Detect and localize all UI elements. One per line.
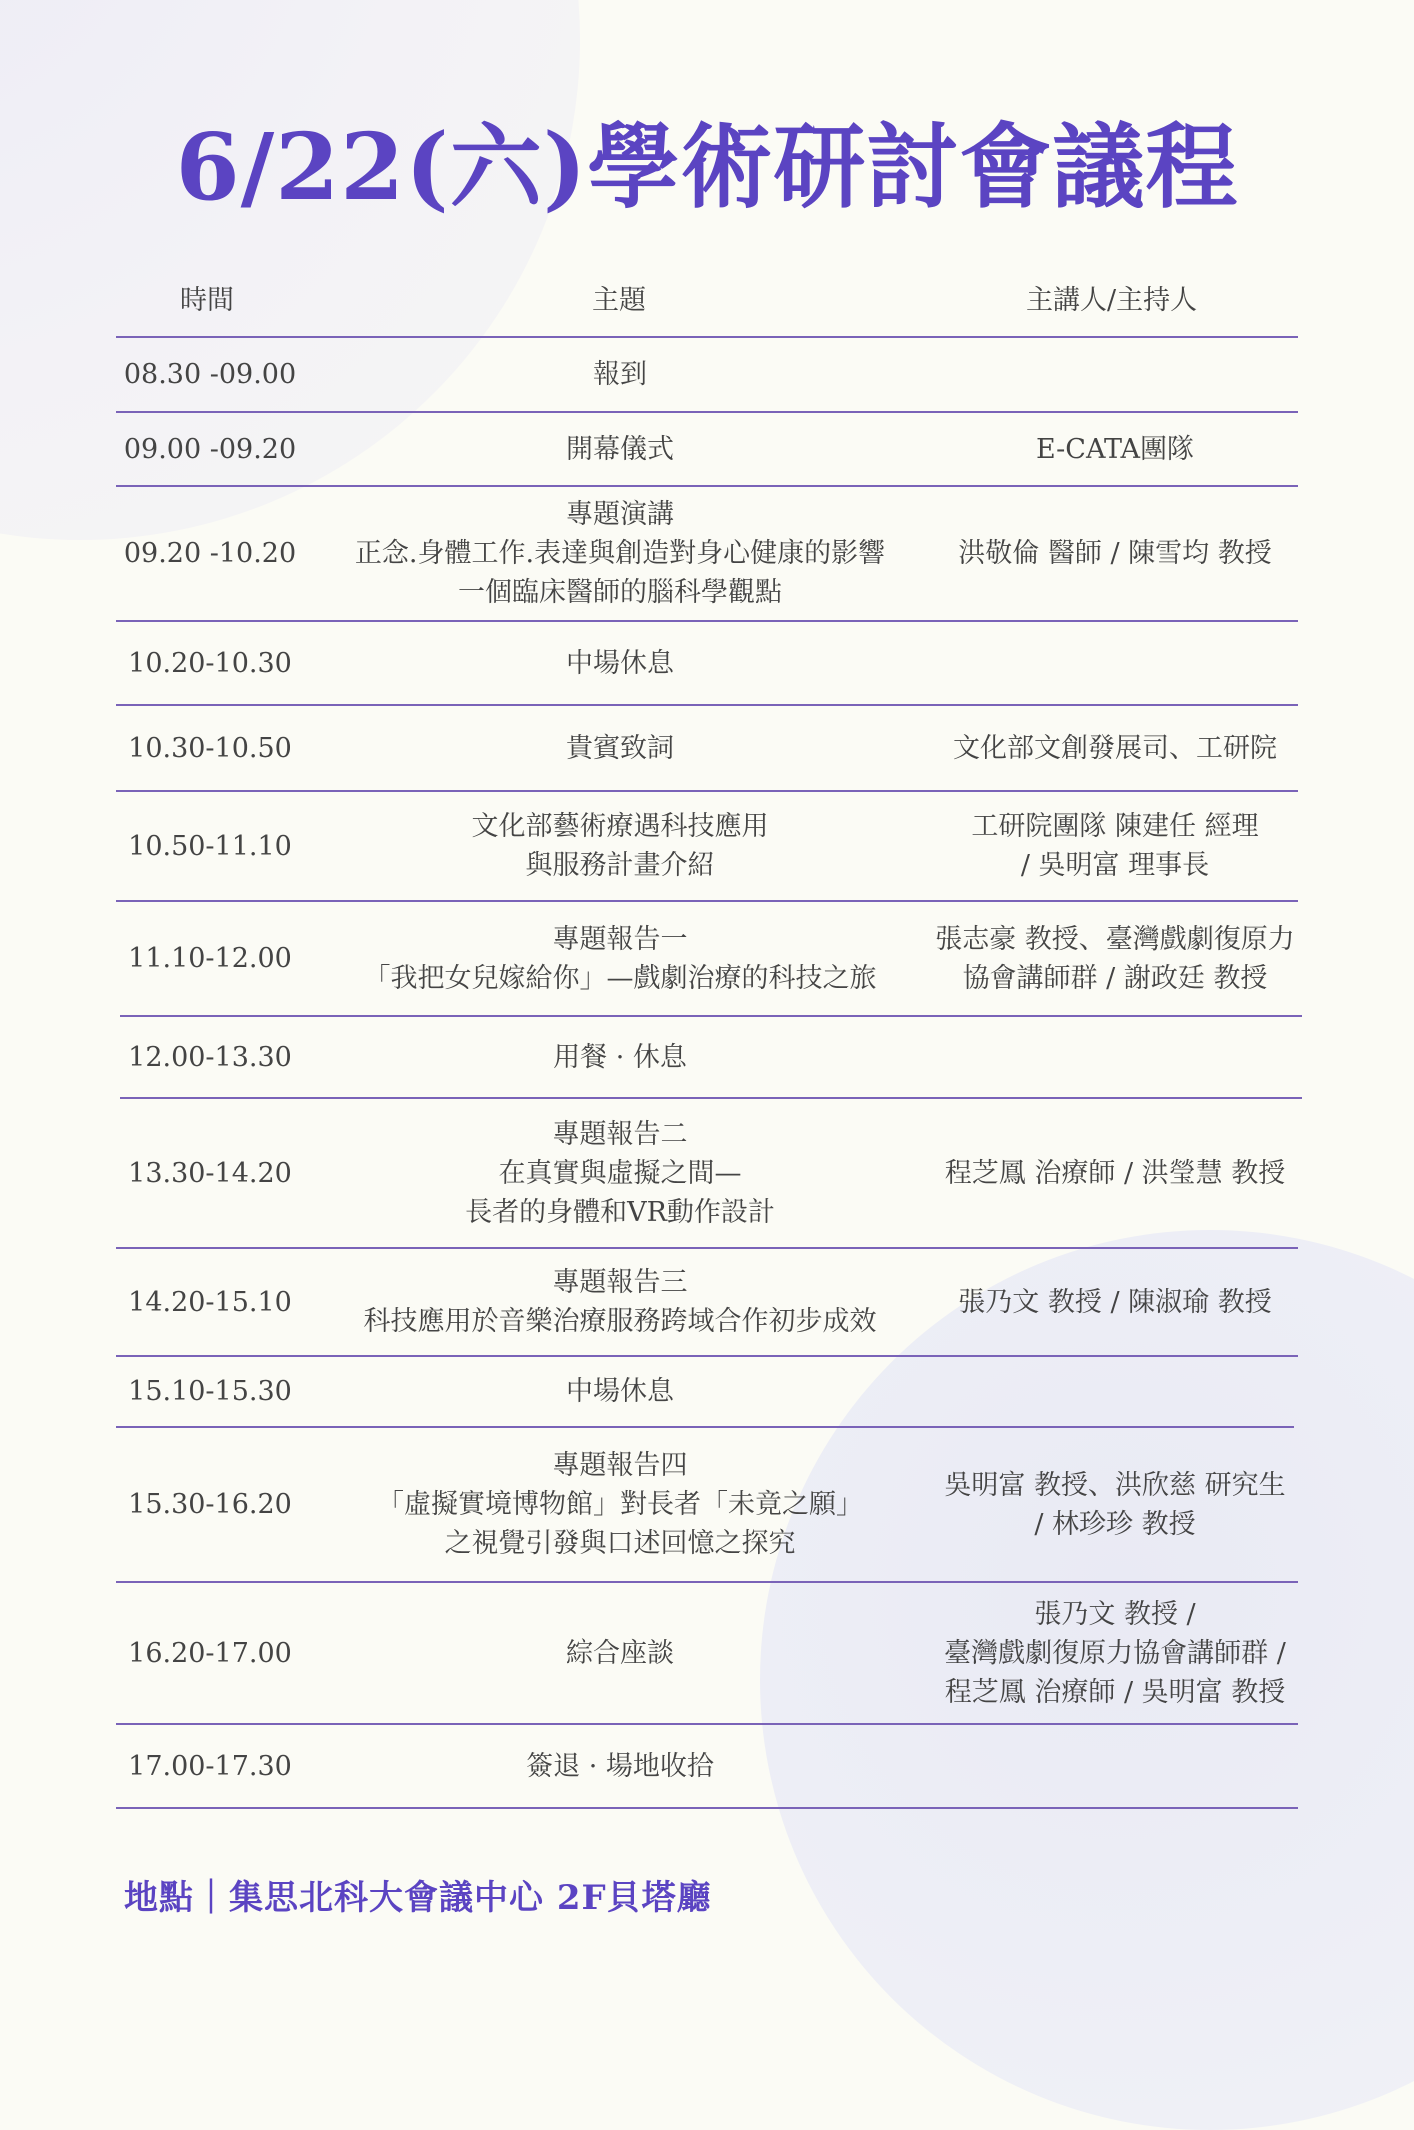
table-header (0, 270, 1414, 320)
row-time (115, 792, 305, 900)
row-topic (320, 413, 920, 485)
row-speaker (905, 902, 1325, 1015)
time-text: 15.10-15.30 (128, 1376, 292, 1407)
topic-line: 用餐 · 休息 (553, 1041, 687, 1073)
table-row (0, 1357, 1414, 1426)
row-topic (320, 1583, 920, 1723)
topic-line: 「我把女兒嫁給你」—戲劇治療的科技之旅 (363, 962, 877, 994)
time-text: 10.20-10.30 (128, 647, 292, 679)
topic-line: 報到 (593, 359, 647, 390)
row-topic (320, 622, 920, 704)
time-text: 17.00-17.30 (128, 1750, 292, 1782)
topic-line: 簽退 · 場地收拾 (526, 1750, 714, 1782)
table-row (0, 622, 1414, 704)
speaker-line: 張乃文 教授 / 陳淑瑜 教授 (958, 1286, 1272, 1318)
table-row (0, 1017, 1414, 1097)
header-speaker: 主講人/主持人 (1026, 285, 1198, 316)
table-row (0, 1099, 1414, 1247)
row-divider (116, 1807, 1298, 1809)
topic-line: 專題報告三 (552, 1267, 688, 1298)
row-topic (320, 902, 920, 1015)
header-time: 時間 (180, 285, 234, 316)
time-text: 08.30 -09.00 (123, 359, 297, 390)
row-time (115, 1357, 305, 1426)
row-time (115, 1428, 305, 1581)
row-time (115, 1099, 305, 1247)
row-speaker (905, 1725, 1325, 1807)
row-speaker (905, 1428, 1325, 1581)
time-text: 10.50-11.10 (128, 830, 292, 862)
table-row (0, 1583, 1414, 1723)
table-row (0, 902, 1414, 1015)
venue-footer: 地點｜集思北科大會議中心 2F貝塔廳 (124, 1878, 712, 1918)
table-row (0, 1725, 1414, 1807)
topic-line: 專題報告四 (552, 1450, 688, 1481)
topic-line: 一個臨床醫師的腦科學觀點 (458, 577, 782, 608)
topic-line: 專題報告二 (552, 1118, 688, 1150)
speaker-line: 吳明富 教授、洪欣慈 研究生 (944, 1469, 1286, 1501)
row-topic (320, 1249, 920, 1355)
speaker-line: 協會講師群 / 謝政廷 教授 (962, 962, 1268, 994)
speaker-line: 洪敬倫 醫師 / 陳雪均 教授 (958, 538, 1272, 569)
time-text: 11.10-12.00 (128, 943, 292, 974)
topic-line: 專題演講 (566, 499, 674, 530)
row-topic (320, 792, 920, 900)
table-row (0, 487, 1414, 620)
topic-line: 長者的身體和VR動作設計 (465, 1196, 775, 1228)
time-text: 09.20 -10.20 (123, 538, 297, 569)
time-text: 16.20-17.00 (128, 1637, 292, 1669)
topic-line: 開幕儀式 (566, 433, 674, 465)
row-time (115, 1583, 305, 1723)
time-text: 14.20-15.10 (128, 1286, 292, 1318)
row-time (115, 902, 305, 1015)
topic-line: 中場休息 (566, 1376, 674, 1407)
time-text: 15.30-16.20 (128, 1489, 292, 1520)
topic-line: 之視覺引發與口述回憶之探究 (444, 1528, 796, 1559)
topic-line: 科技應用於音樂治療服務跨域合作初步成效 (363, 1306, 877, 1337)
row-speaker (905, 1357, 1325, 1426)
time-text: 09.00 -09.20 (123, 433, 297, 465)
topic-line: 在真實與虛擬之間— (498, 1157, 742, 1189)
speaker-line: 文化部文創發展司、工研院 (953, 732, 1277, 764)
row-time (115, 706, 305, 790)
speaker-line: 張志豪 教授、臺灣戲劇復原力 (935, 923, 1295, 955)
row-time (115, 338, 305, 411)
speaker-line: 張乃文 教授 / (1034, 1598, 1196, 1630)
row-time (115, 1249, 305, 1355)
topic-line: 正念.身體工作.表達與創造對身心健康的影響 (354, 538, 886, 569)
row-topic (320, 1099, 920, 1247)
speaker-line: / 吳明富 理事長 (1020, 850, 1210, 881)
speaker-line: 臺灣戲劇復原力協會講師群 / (944, 1637, 1286, 1669)
speaker-line: / 林珍珍 教授 (1034, 1508, 1196, 1540)
row-topic (320, 338, 920, 411)
row-time (115, 622, 305, 704)
row-speaker (905, 706, 1325, 790)
row-speaker (905, 1017, 1325, 1097)
table-row (0, 706, 1414, 790)
topic-line: 「虛擬實境博物館」對長者「未竟之願」 (377, 1489, 863, 1520)
header-topic: 主題 (592, 285, 646, 316)
row-topic (320, 1428, 920, 1581)
row-speaker (905, 792, 1325, 900)
speaker-line: E-CATA團隊 (1035, 433, 1195, 465)
time-text: 12.00-13.30 (128, 1041, 292, 1073)
table-row (0, 338, 1414, 411)
page-title: 6/22(六)學術研討會議程 (175, 113, 1239, 221)
speaker-line: 程芝鳳 治療師 / 洪瑩慧 教授 (944, 1157, 1286, 1189)
topic-line: 綜合座談 (566, 1637, 674, 1669)
row-speaker (905, 338, 1325, 411)
row-topic (320, 1357, 920, 1426)
time-text: 13.30-14.20 (128, 1157, 292, 1189)
table-row (0, 1428, 1414, 1581)
topic-line: 文化部藝術療遇科技應用 (471, 811, 769, 842)
row-time (115, 1725, 305, 1807)
row-time (115, 413, 305, 485)
row-topic (320, 1017, 920, 1097)
row-topic (320, 487, 920, 620)
row-time (115, 1017, 305, 1097)
topic-line: 貴賓致詞 (566, 732, 674, 764)
row-speaker (905, 1583, 1325, 1723)
table-row (0, 1249, 1414, 1355)
row-speaker (905, 1249, 1325, 1355)
time-text: 10.30-10.50 (128, 732, 292, 764)
table-row (0, 792, 1414, 900)
speaker-line: 程芝鳳 治療師 / 吳明富 教授 (944, 1676, 1286, 1708)
row-speaker (905, 413, 1325, 485)
topic-line: 中場休息 (566, 647, 674, 679)
row-time (115, 487, 305, 620)
topic-line: 專題報告一 (552, 923, 688, 955)
speaker-line: 工研院團隊 陳建任 經理 (971, 811, 1259, 842)
row-speaker (905, 1099, 1325, 1247)
row-speaker (905, 622, 1325, 704)
row-topic (320, 706, 920, 790)
topic-line: 與服務計畫介紹 (525, 850, 715, 881)
table-row (0, 413, 1414, 485)
row-speaker (905, 487, 1325, 620)
row-topic (320, 1725, 920, 1807)
